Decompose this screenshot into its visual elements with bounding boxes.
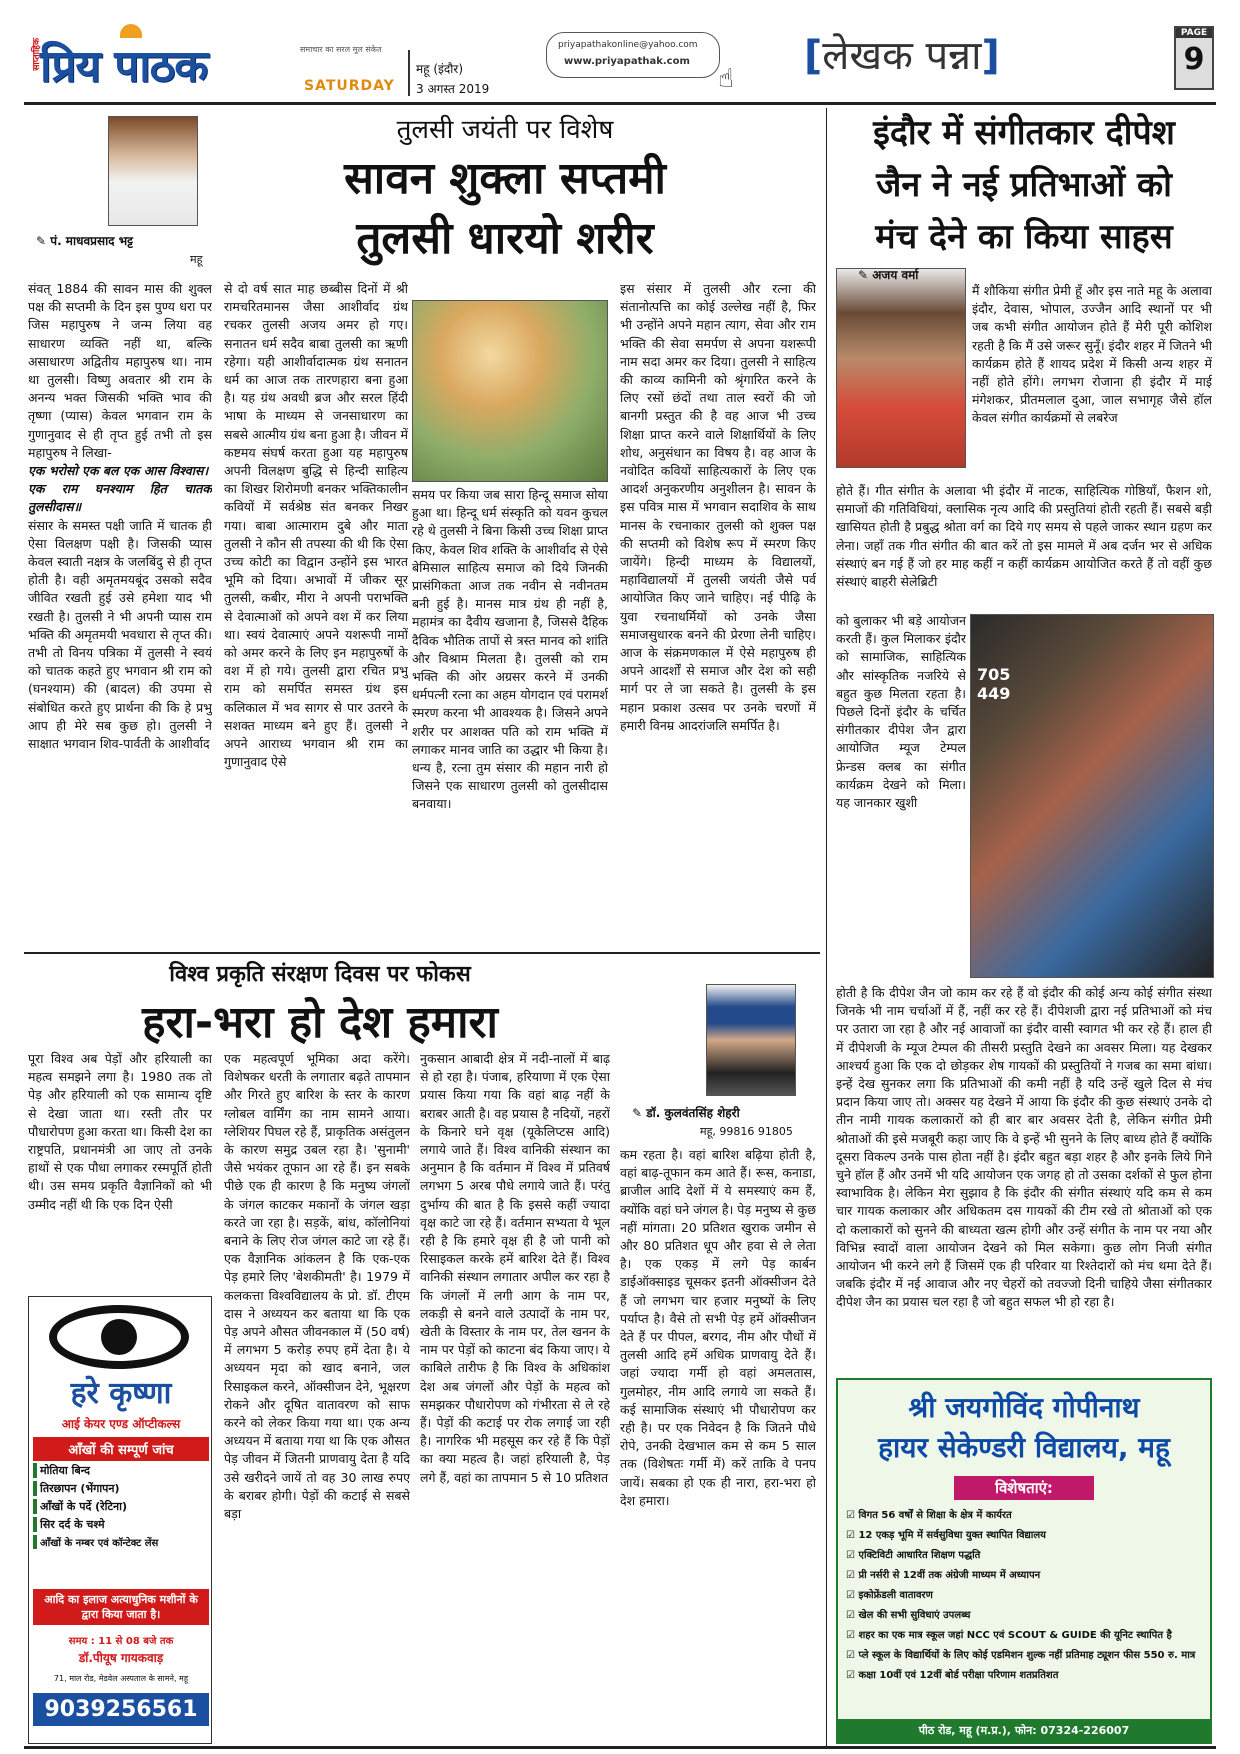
page-number-box [1174, 26, 1214, 90]
ad-address: 71, माल रोड, मेडवेल अस्पताल के सामने, महू [53, 1674, 189, 1683]
article3-column-3: नुकसान आबादी क्षेत्र में नदी-नालों में बाढ़ से हो रहा है। पंजाब, हरियाणा में एक ऐसा प्रयास किया गया कि वहां बाढ़ नहीं के बराबर आती है। वह प्रयास है नदियों, नहरों के किनारे घने वृक्ष (यूकेलिप्टस आदि) लगाये जाते हैं। विश्व वानिकी संस्थान का अनुमान है कि वर्तमान में विश्व में प्रतिवर्ष लगभग 5 अरब पौधे लगाये जाते हैं। परंतु दुर्भाग्य की बात है कि इससे कहीं ज्यादा वृक्ष काटे जा रहे हैं। वर्तमान सभ्यता ये भूल रही है कि हमारे वृक्ष ही है जो पानी को रिसाइकल करके हमें बारिश देते हैं। विश्व वानिकी संस्थान लगातार अपील कर रहा है कि जंगलों में लगी आग के नाम पर, लकड़ी से बनने वाले उत्पादों के नाम पर, खेती के विस्तार के नाम पर, तेल खनन के नाम पर पेड़ों को काटना बंद किया जाए। ये काबिले तारीफ है कि विश्व के अधिकांश देश अब जंगलों और पेड़ों के महत्व को समझकर पौधारोपण को गंभीरता से ले रहे हैं। पेड़ों की कटाई पर रोक लगाई जा रही है। नागरिक भी महसूस कर रहे हैं कि पेड़ों का क्या महत्व है। जहां हरियाली है, पेड़ लगे हैं, वहां का तापमान 5 से 10 प्रतिशत [420, 1051, 610, 1485]
article1-column-1 [28, 280, 212, 946]
school-footer: पीठ रोड, महू (म.प्र.), फोन: 07324-226007 [838, 1719, 1210, 1742]
author-city: महू [190, 253, 203, 266]
tulsidas-illustration [412, 300, 608, 482]
school-ad[interactable] [836, 1378, 1212, 1744]
school-title-line1: श्री जयगोविंद गोपीनाथ [908, 1391, 1140, 1424]
checkbox-icon: ☑ [846, 1570, 859, 1581]
features-heading: विशेषताएं: [954, 1476, 1094, 1500]
checkbox-icon: ☑ [846, 1530, 859, 1541]
article1-title-line2: तुलसी धारयो शरीर [356, 213, 654, 264]
article1-column-4: इस संसार में तुलसी और रत्ना की संतानोत्पत्ति का कोई उल्लेख नहीं है, फिर भी उन्होंने अपने महान त्याग, सेवा और राम भक्ति की सेवा समर्पण से अपना यशरूपी नाम सदा अमर कर दिया। तुलसी ने साहित्य की काव्य कामिनी को श्रृंगारित करने के लिए रसों छंदों तथा ताल स्वरों की जो बानगी प्रस्तुत की है वह आज भी उच्च शिक्षा प्राप्त करने वाले शिक्षार्थियों के लिए शोध, अनुसंधान का विषय है। वह आज के नवोदित कवियों साहित्यकारों के लिए एक आदर्श अनुकरणीय अनुशीलन है। सावन के इस पवित्र मास में भगवान सदाशिव के साथ मानस के रचनाकार तुलसी को शुक्ल पक्ष की सप्तमी को विशेष रूप में स्मरण किए जायेंगे। हिन्दी माध्यम के विद्यालयों, महाविद्यालयों में तुलसी जयंती जैसे पर्व आयोजित किए जाने चाहिए। नई पीढ़ि के युवा रचनाधर्मियों को उनके जैसा समाजसुधारक बनने की प्रेरणा लेनी चाहिए। आज के संक्रमणकाल में ऐसे महापुरुष ही अपने आदर्शों से समाज और देश को सही मार्ग पर ले जा सकते है। तुलसी के इस महान प्रकाश उत्सव पर उनके चरणों में हमारी विनम्र आदरांजलि समर्पित है। [620, 281, 816, 733]
website[interactable]: www.priyapathak.com [564, 56, 690, 67]
feature-item [846, 1586, 1206, 1606]
feature-item [846, 1646, 1206, 1666]
photo-sign-text: 705 449 [977, 665, 1011, 703]
ad-timing: समय : 11 से 08 बजे तक [68, 1636, 174, 1647]
ad-service-item: आँखों के पर्दे (रेटिना) [33, 1499, 209, 1514]
school-title-line2: हायर सेकेण्डरी विद्यालय, महू [878, 1431, 1170, 1464]
article1-paragraph: संवत् 1884 की सावन मास की शुक्ल पक्ष की सप्तमी के दिन इस पुण्य धरा पर जिस महापुरुष ने जन्म लिया वह साधारण व्यक्ति नहीं था, बल्कि असाधारण अद्वितीय महापुरुष था। नाम था तुलसी। विष्णु अवतार श्री राम के अनन्य भक्त जिसकी भक्ति भाव की तृष्णा (प्यास) केवल भगवान राम के गुणानुवाद से ही तृप्त हुई तभी तो इस महापुरुष ने लिखा- [28, 281, 212, 460]
ad-service-item: आँखों के नम्बर एवं कॉन्टेक्ट लेंस [33, 1535, 209, 1549]
article2-bottom-text: होती है कि दीपेश जैन जो काम कर रहे हैं वो इंदौर की कोई अन्य कोई संगीत संस्था जिनके भी नाम चर्चाओं में हैं, नहीं कर रहे हैं। दीपेशजी द्वारा नई प्रतिभाओं को मंच पर उतारा जा रहा है और नई आवाजों का इंदौर वासी स्वागत भी कर रहे हैं। हाल ही में दीपेशजी के म्यूज टेम्पल की तीसरी प्रस्तुति देखने का अवसर मिला। यह देखकर आश्चर्य हुआ कि एक दो छोड़कर शेष गायकों की प्रस्तुतियों ने गजब का समा बांधा। इन्हें देख सुनकर लगा कि प्रतिभाओं की कमी नहीं है यदि उन्हें खुले दिल से मंच प्रदान किया जाए तो। अक्सर यह देखने में आया कि इंदौर की कुछ संस्थाएं उनके दो तीन नामी गायक कलाकारों को ही बार बार अवसर देती है, लेकिन संगीत प्रेमी श्रोताओं की इसे मजबूरी कहा जाए कि वे इन्हें भी सुनने के लिए बाध्य होते हैं क्योंकि दूसरा विकल्प उनके पास होता नहीं है। इंदौर बहुत बड़ा शहर है और इनके लिये गिने चुने हॉल हैं और उनमें भी यदि आयोजन एक जगह हो तो उसका दर्शकों से फुल होना स्वाभाविक है। लेकिन मेरा सुझाव है कि इंदौर की संगीत संस्थाएं यदि कम से कम चार गायक कलाकार और अधिकतम दस गायकों की टीम रखे तो श्रोताओं को एक दो कलाकारों को सुनने की बाध्यता खत्म होगी और उन्हें संगीत के नाम पर नया और विभिन्न स्वादों वाला आयोजन देखने को मिल सकेगा। कुछ लोग निजी संगीत आयोजन भी करने लगे हैं जिसमें एक ही परिवार या रिश्तेदारों को मंच थमा देते हैं। जबकि इंदौर में नई आवाज और नए चेहरों को तवज्जो दिनी चाहिये जैसा संगीतकार दीपेश जैन का प्रयास चल रहा है जो बहुत सफल भी हो रहा है। [836, 985, 1212, 1310]
hand-pointer-icon: ☝ [718, 64, 734, 94]
feature-text: शहर का एक मात्र स्कूल जहां NCC एवं SCOUT & GUIDE की यूनिट स्थापित है [858, 1630, 1172, 1641]
ad-doctor: डॉ.पीयूष गायकवाड़ [78, 1651, 164, 1665]
eye-icon [49, 1305, 189, 1369]
article1-column-3: समय पर किया जब सारा हिन्दू समाज सोया हुआ था। हिन्दू धर्म संस्कृति को यवन कुचल रहे थे तुलसी ने बिना किसी उच्च शिक्षा प्राप्त किए, केवल शिव शक्ति के आशीर्वाद से ऐसे बेमिसाल साहित्य समाज को दिये जिनकी प्रासंगिकता आज तक नवीन से नवीनतम बनी हुई है। मानस मात्र ग्रंथ ही नहीं है, महामंत्र का दैवीय खजाना है, जिससे दैहिक दैविक भौतिक तापों से त्रस्त मानव को शांति और विश्राम मिलता है। तुलसी को राम भक्ति की ओर अग्रसर करने में उनकी धर्मपत्नी रत्ना का अहम योगदान एवं परामर्श स्मरण करना भी आवश्यक है। जिसने अपने शरीर पर आशक्त पति को राम भक्ति में लगाकर मानव जाति का उद्धार भी किया है। धन्य है, रत्ना तुम संसार की महान नारी हो जिसने एक साधारण तुलसी को तुलसीदास बनवाया। [412, 487, 608, 812]
checkbox-icon: ☑ [846, 1610, 859, 1621]
article2-side-text: को बुलाकर भी बड़े आयोजन करती हैं। कुल मिलाकर इंदौर को सामाजिक, साहित्यिक और सांस्कृतिक नजरिये से बहुत कुछ मिलता रहता है। पिछले दिनों इंदौर के चर्चित संगीतकार दीपेश जैन द्वारा आयोजित म्यूज टेम्पल फ्रेन्डस क्लब का संगीत कार्यक्रम देखने को मिला। यह जानकार खुशी [836, 613, 966, 811]
author-photo [108, 116, 198, 226]
article1-quote: एक राम घनश्याम हित चातक तुलसीदास॥ [28, 481, 212, 515]
checkbox-icon: ☑ [846, 1630, 859, 1641]
article2-title-line1: इंदौर में संगीतकार दीपेश [873, 113, 1175, 153]
email[interactable]: priyapathakonline@yahoo.com [558, 40, 698, 50]
day-label: SATURDAY [304, 78, 395, 94]
article1-kicker: तुलसी जयंती पर विशेष [396, 115, 614, 145]
article3-title: हरा-भरा हो देश हमारा [142, 997, 498, 1048]
article1-paragraph: संसार के समस्त पक्षी जाति में चातक ही ऐसा विलक्षण पक्षी है। जिसकी प्यास केवल स्वाती नक्षत्र के जलबिंदु से ही तृप्त होती है। वही अमृतमयबूंद उसको सदैव जीवित रखती हुई उसे हमेशा याद भी रखती है। तुलसी ने भी अपनी प्यास राम भक्ति की अमृतमयी भवधारा से तृप्त की। तभी तो विनय पत्रिका में तुलसी ने स्वयं को चातक कहते हुए भगवान श्री राम को (घनश्याम) की (बादल) की उपमा से संबोधित करते हुए प्रार्थना की कि हे प्रभु आप ही मेरे सब कुछ हो। तुलसी ने साक्षात भगवान शिव-पार्वती के आशीर्वाद [28, 517, 212, 752]
section-title [804, 26, 1000, 81]
author-photo [836, 268, 966, 468]
article1-column-2: से दो वर्ष सात माह छब्बीस दिनों में श्री रामचरितमानस जैसा आशीर्वाद ग्रंथ रचकर तुलसी अजय अमर हो गए। सनातन धर्म सदैव बाबा तुलसी का ऋणी रहेगा। यही आशीर्वादात्मक ग्रंथ सनातन धर्म का आज तक तारणहारा बना हुआ है। यह ग्रंथ अवधी ब्रज और सरल हिंदी भाषा के माध्यम से जनसाधारण का सबसे आत्मीय ग्रंथ बना हुआ है। जीवन में कष्टमय संघर्ष करता हुआ यह महापुरुष अपनी विलक्षण बुद्धि से हिन्दी साहित्य का शिखर शिरोमणी बनकर भक्तिकालीन कवियों में सर्वश्रेष्ठ संत बनकर निखर गया। बाबा आत्माराम दुबे और माता तुलसी ने कौन सी तपस्या की थी कि ऐसा उच्च कोटी का विद्वान उन्होंने इस भारत भूमि को दिया। अभावों में जीकर सूर तुलसी, कबीर, मीरा ने अपनी पराभक्ति से देवात्माओं को अपने वश में कर लिया था। स्वयं देवात्माएं अपने यशरूपी नामों को अमर करने के लिए इन महापुरुषों के वश में हो गये। तुलसी द्वारा रचित प्रभु राम को समर्पित समस्त ग्रंथ इस कलिकाल में भव सागर से पार उतरने के सशक्त माध्यम बने हुए हैं। तुलसी ने अपने आराध्य भगवान श्री राम का गुणानुवाद ऐसे [224, 281, 408, 770]
author-byline [632, 1104, 740, 1121]
author-name: अजय वर्मा [872, 268, 919, 282]
ad-service-list [33, 1463, 209, 1549]
ad-note: आदि का इलाज अत्याधुनिक मशीनों के द्वारा किया जाता है। [33, 1589, 209, 1625]
article1-quote: एक भरोसो एक बल एक आस विश्वास। [28, 463, 209, 479]
pen-icon: ✎ [36, 234, 47, 248]
footer-rule [24, 1746, 1216, 1749]
feature-text: इकोफ्रेंडली वातावरण [858, 1590, 933, 1601]
page-label: PAGE [1176, 28, 1212, 38]
feature-item [846, 1566, 1206, 1586]
contact-box [546, 32, 720, 78]
ad-banner: आँखों की सम्पूर्ण जांच [33, 1437, 209, 1461]
section-label: लेखक पन्ना [822, 33, 982, 79]
feature-item [846, 1526, 1206, 1546]
bracket-right-icon: ] [981, 33, 1000, 79]
eye-care-ad[interactable] [28, 1296, 212, 1744]
article3-column-2: एक महत्वपूर्ण भूमिका अदा करेंगे। विशेषकर धरती के लगातार बढ़ते तापमान और गिरते हुए बारिश के स्तर के कारण ग्लोबल वार्मिंग का नाम सामने आया। ग्लेशियर पिघल रहे हैं, प्राकृतिक असंतुलन के कारण समुद्र उबल रहा है। 'सुनामी' जैसे भयंकर तूफान आ रहे हैं। इन सबके पीछे एक ही कारण है कि मनुष्य जंगलों के जंगल काटकर मकानों के जंगल खड़ा करते जा रहा है। सड़कें, बांध, कॉलोनियां बनाने के लिए रोज जंगल काटे जा रहे हैं। एक वैज्ञानिक आंकलन है कि एक-एक पेड़ हमारे लिए 'बेशकीमती' है। 1979 में कलकत्ता विश्वविद्यालय के प्रो. डॉ. टीएम दास ने अध्ययन कर बताया था कि एक पेड़ अपने औसत जीवनकाल में (50 वर्ष) में लगभग 5 करोड़ रुपए हमें देता है। ये अध्ययन मृदा को खाद बनाने, जल रिसाइकल करने, ऑक्सीजन देने, भूक्षरण रोकने और दूषित वातावरण को साफ करने को लेकर किया गया था। एक अन्य अध्ययन में बताया गया था कि एक औसत पेड़ जीवन में जितनी प्राणवायु देता है यदि उसे खरीदने जायें तो वह 30 लाख रुपए के बराबर होगी। पेड़ों की कटाई से सबसे बड़ा [224, 1051, 410, 1522]
article2-top-text: मैं शौकिया संगीत प्रेमी हूँ और इस नाते महू के अलावा इंदौर, देवास, भोपाल, उज्जैन आदि स्थानों पर भी जब कभी संगीत आयोजन होते हैं मेरी पूरी कोशिश रहती है कि मैं उसे जरूर सुनूँ। इंदौर शहर में जितने भी कार्यक्रम होते हैं शायद प्रदेश में किसी अन्य शहर में नहीं होते होंगे। लगभग रोजाना ही इंदौर में माई मंगेशकर, प्रीतमलाल दुआ, जाल सभागृह जैसे हॉल केवल संगीत कार्यक्रमों से लबरेज [972, 283, 1212, 426]
tagline: समाचार का सरल मूल संकेत [300, 45, 382, 54]
article2-mid-text: होते हैं। गीत संगीत के अलावा भी इंदौर में नाटक, साहित्यिक गोष्ठियाँ, फैशन शो, समाजों की गतिविधियां, क्लासिक नृत्य आदि की प्रस्तुतियां होती रहती हैं। सबसे बड़ी खासियत होती है प्रबुद्ध श्रोता वर्ग का दिये गए समय से पहले जाकर स्थान ग्रहण कर लेना। जहाँ तक गीत संगीत की बात करें तो इस मामले में अब दर्जन भर से अधिक संस्थाएं बन गई हैं जो हर माह कहीं न कहीं कार्यक्रम आयोजित करते हैं तो वहीं कुछ संस्थाएं बाहरी सेलेब्रिटी [836, 483, 1212, 590]
page-number: 9 [1183, 42, 1205, 77]
author-byline [858, 266, 918, 283]
ad-brand: हरे कृष्णा [70, 1376, 172, 1411]
checkbox-icon: ☑ [846, 1510, 859, 1521]
author-name: डॉ. कुलवंतसिंह शेहरी [646, 1106, 740, 1120]
issue-date: 3 अगस्त 2019 [416, 82, 490, 96]
article3-column-4: कम रहता है। वहां बारिश बढ़िया होती है, वहां बाढ़-तूफान कम आते हैं। रूस, कनाडा, ब्राजील आदि देशों में ये समस्याएं कम हैं, क्योंकि वहां घने जंगल है। पेड़ मनुष्य से कुछ नहीं मांगता। 20 प्रतिशत खुराक जमीन से और 80 प्रतिशत धूप और हवा से ले लेता है। एक एकड़ में लगे पेड़ कार्बन डाईऑक्साइड चूसकर इतनी ऑक्सीजन देते हैं जो लगभग चार हजार मनुष्यों के लिए पर्याप्त है। वैसे तो सभी पेड़ हमें ऑक्सीजन देते हैं पर पीपल, बरगद, नीम और पौधों में तुलसी आदि हमें अधिक प्राणवायु देते हैं। जहां ज्यादा गर्मी हो वहां अमलतास, गुलमोहर, नीम आदि लगाये जा सकते हैं। कई सामाजिक संस्थाएं भी पौधारोपण कर रही है। पर एक निवेदन है कि जितने पौधे रोपे, उनकी देखभाल कम से कम 5 साल तक (विशेषतः गर्मी में) करें ताकि वे पनप जायें। सबका हो एक ही नारा, हरा-भरा हो देश हमारा। [620, 1147, 816, 1508]
article2-title-line3: मंच देने का किया साहस [875, 217, 1173, 257]
feature-item [846, 1506, 1206, 1526]
logo-sun-icon [120, 24, 142, 38]
logo-small-text: साप्ताहिक [32, 38, 42, 71]
masthead-divider [408, 50, 410, 96]
pen-icon: ✎ [858, 268, 869, 282]
column-divider [826, 108, 827, 1748]
masthead-rule [24, 102, 1216, 105]
features-list [846, 1506, 1206, 1686]
ad-service-item: सिर दर्द के चश्मे [33, 1517, 209, 1532]
article3-kicker: विश्व प्रकृति संरक्षण दिवस पर फोकस [169, 962, 471, 987]
author-contact: महू, 99816 91805 [700, 1125, 793, 1138]
author-name: पं. माधवप्रसाद भट्ट [50, 234, 134, 248]
article2-title-line2: जैन ने नई प्रतिभाओं को [876, 165, 1172, 205]
feature-text: प्री नर्सरी से 12वीं तक अंग्रेजी माध्यम में अध्यापन [858, 1570, 1041, 1581]
event-photo [970, 614, 1214, 978]
article1-title-line1: सावन शुक्ला सप्तमी [344, 153, 666, 204]
feature-text: प्ले स्कूल के विद्यार्थियों के लिए कोई एडमिशन शुल्क नहीं प्रतिमाह ट्यूशन फीस 550 रु. मात्र [858, 1650, 1196, 1661]
checkbox-icon: ☑ [846, 1550, 859, 1561]
city: महू (इंदौर) [416, 62, 464, 76]
author-photo [706, 984, 796, 1096]
feature-item [846, 1546, 1206, 1566]
ad-phone[interactable]: 9039256561 [33, 1693, 209, 1726]
checkbox-icon: ☑ [846, 1670, 859, 1681]
feature-text: एक्टिविटी आधारित शिक्षण पद्धति [858, 1550, 981, 1561]
checkbox-icon: ☑ [846, 1650, 859, 1661]
feature-item [846, 1626, 1206, 1646]
ad-service-item: तिरछापन (भेंगापन) [33, 1481, 209, 1496]
masthead [24, 20, 1216, 100]
feature-item [846, 1606, 1206, 1626]
section-rule [24, 952, 820, 954]
feature-text: कक्षा 10वीं एवं 12वीं बोर्ड परीक्षा परिणाम शतप्रतिशत [858, 1670, 1059, 1681]
feature-text: खेल की सभी सुविधाएं उपलब्ध [858, 1610, 971, 1621]
author-byline [36, 232, 133, 249]
pen-icon: ✎ [632, 1106, 643, 1120]
bracket-left-icon: [ [804, 33, 823, 79]
checkbox-icon: ☑ [846, 1590, 859, 1601]
feature-text: 12 एकड़ भूमि में सर्वसुविधा युक्त स्थापित विद्यालय [858, 1530, 1046, 1541]
ad-service-item: मोतिया बिन्द [33, 1463, 209, 1478]
feature-text: विगत 56 वर्षों से शिक्षा के क्षेत्र में कार्यरत [858, 1510, 1012, 1521]
logo[interactable]: प्रिय पाठक [40, 41, 208, 92]
ad-subtitle: आई केयर एण्ड ऑप्टीकल्स [61, 1417, 181, 1431]
feature-item [846, 1666, 1206, 1686]
article3-column-1: पूरा विश्व अब पेड़ों और हरियाली का महत्व समझने लगा है। 1980 तक तो पेड़ और हरियाली को एक सामान्य दृष्टि से देखा जाता था। रस्ती तौर पर पौधारोपण हुआ करता था। किसी देश का राष्ट्रपति, प्रधानमंत्री आ जाए तो उनके हाथों से एक पौधा लगाकर रस्मपूर्ति होती थी। उस समय प्रकृति वैज्ञानिकों को भी उम्मीद नहीं थी कि एक दिन ऐसी [28, 1051, 212, 1212]
